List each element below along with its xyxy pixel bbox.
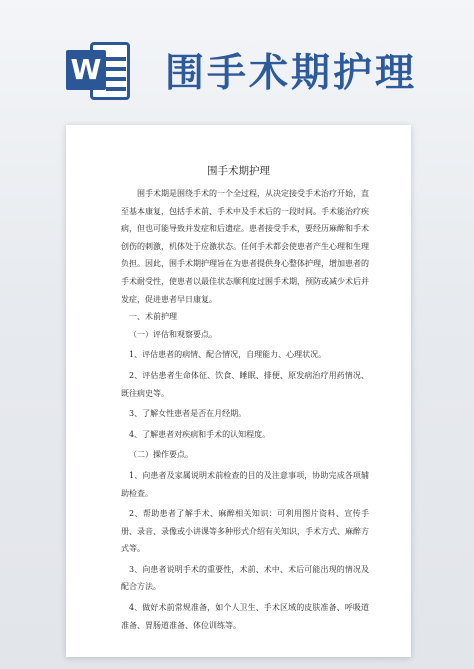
page-title: 围手术期护理 [165,51,418,96]
word-badge: W [66,50,106,90]
list-item: 3、向患者说明手术的重要性，术前、术中、术后可能出现的情况及配合方法。 [121,564,369,592]
subsection-heading: （二）操作要点。 [129,450,193,460]
document-title: 围手术期护理 [207,165,270,177]
list-item: 4、做好术前常规准备，如个人卫生、手术区域的皮肤准备、呼吸道准备、胃肠道准备、体位训练等。 [121,603,369,630]
intro-paragraph: 围手术期是围绕手术的一个全过程，从决定接受手术治疗开始，直至基本康复，包括手术前、手术中及手术后的一段时间。手术能治疗疾病，但也可能导致并发症和后遗症。患者接受手术，要经历麻醉和手术创伤的刺激，机体处于应激状态。任何手术都会使患者产生心理和生理负担。因此，围手术期护理旨在为患者提供身心整体护理，增加患者的手术耐受性，使患者以最佳状态顺利度过围手术期，预防或减少术后并发症，促进患者早日康复。 [121,189,369,304]
subsection-heading: （一）评估和观察要点。 [129,329,217,339]
document-body [121,185,369,634]
section-heading: 一、术前护理 [129,312,177,322]
list-item: 2、帮助患者了解手术、麻醉相关知识：可利用图片资料、宣传手册、录音、录像或小讲课等多种形式介绍有关知识，手术方式、麻醉方式等。 [121,509,369,554]
list-item: 4、了解患者对疾病和手术的认知程度。 [129,429,271,439]
list-item: 1、评估患者的病情、配合情况，自理能力、心理状况。 [129,350,327,360]
list-item: 1、向患者及家属说明术前检查的目的及注意事项，协助完成各项辅助检查。 [121,470,369,498]
document-preview [66,125,411,657]
list-item: 3、了解女性患者是否在月经期。 [129,409,247,419]
list-item: 2、评估患者生命体征、饮食、睡眠、排便、原发病治疗用药情况、既往病史等。 [121,370,369,398]
word-document-icon [66,40,132,102]
